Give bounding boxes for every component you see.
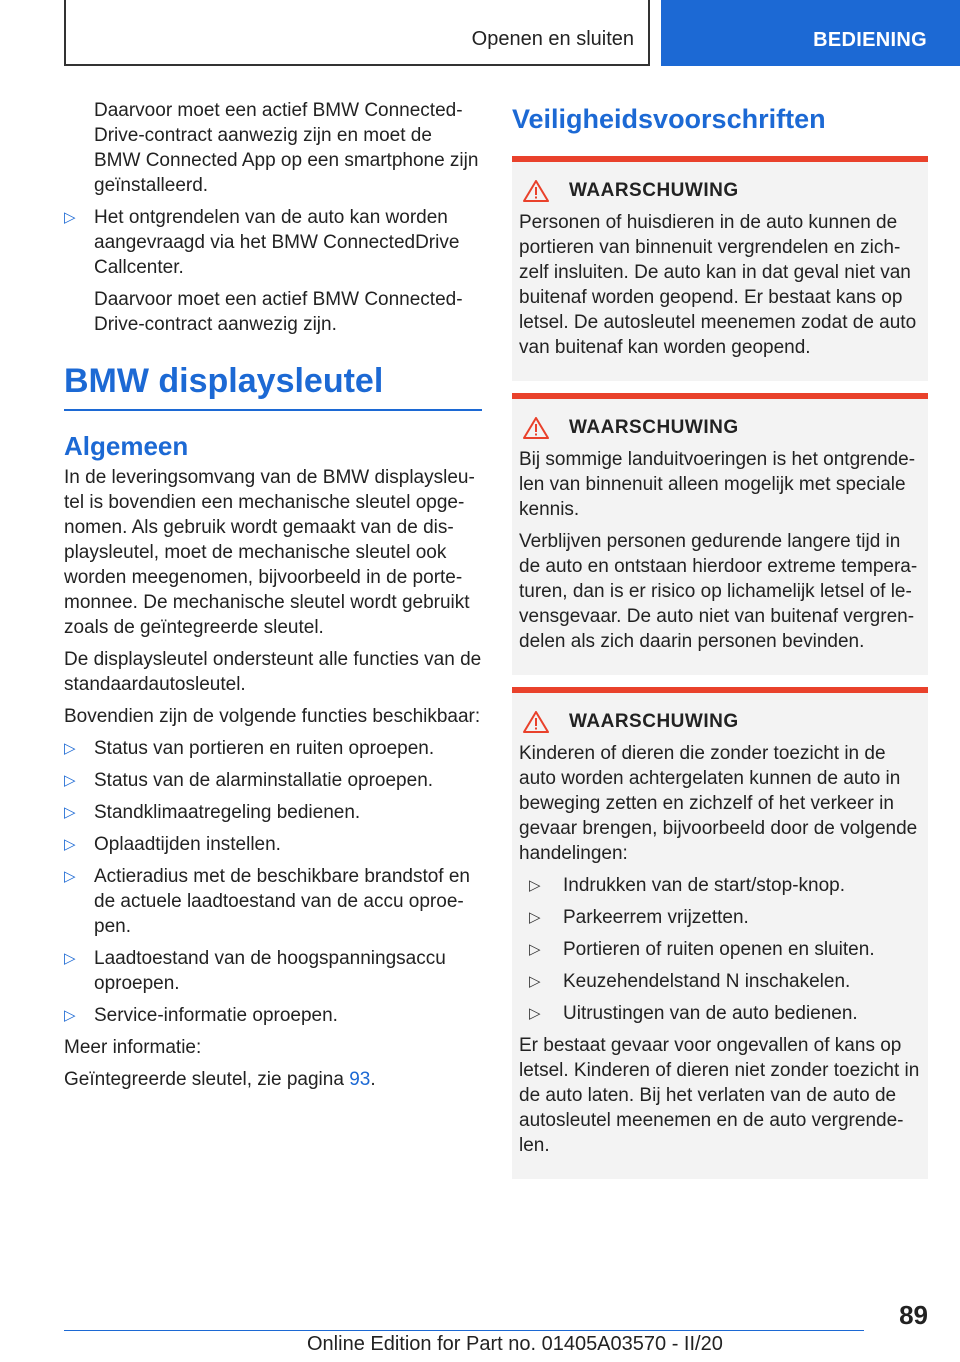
- triangle-bullet-icon: ▷: [64, 950, 76, 967]
- warning-title: WAARSCHUWING: [569, 711, 739, 732]
- footer-edition: Online Edition for Part no. 01405A03570 - II/20: [307, 1333, 723, 1355]
- list-item-text: Oplaadtijden instellen.: [94, 834, 281, 855]
- triangle-bullet-icon: ▷: [64, 209, 76, 226]
- list-item-text: Laadtoestand van de hoogspanningsaccu oproepen.: [94, 948, 446, 994]
- paragraph: Meer informatie:: [64, 1037, 202, 1058]
- list-item-text: Uitrustingen van de auto bedienen.: [563, 1003, 858, 1024]
- list-item-text: Portieren of ruiten openen en sluiten.: [563, 939, 875, 960]
- triangle-bullet-icon: ▷: [64, 1007, 76, 1024]
- list-item: [64, 1003, 482, 1028]
- footer-divider: [64, 1330, 864, 1331]
- warning-title: WAARSCHUWING: [569, 180, 739, 201]
- triangle-bullet-icon: ▷: [64, 740, 76, 757]
- warning-triangle-icon: [523, 180, 549, 202]
- warning-box: [512, 687, 928, 1179]
- list-item: [64, 800, 482, 825]
- warning-triangle-icon: [523, 711, 549, 733]
- page-reference-link[interactable]: 93: [349, 1069, 371, 1090]
- triangle-bullet-icon: ▷: [529, 1005, 541, 1022]
- warning-header: [519, 180, 920, 202]
- paragraph: Bovendien zijn de volgende functies beschikbaar:: [64, 706, 481, 727]
- triangle-bullet-icon: ▷: [529, 941, 541, 958]
- heading-algemeen: Algemeen: [64, 431, 189, 461]
- list-item-text: Keuzehendelstand N inschakelen.: [563, 971, 851, 992]
- triangle-bullet-icon: ▷: [64, 868, 76, 885]
- list-item-text: Het ontgrendelen van de auto kan worden aangevraagd via het BMW ConnectedDrive Callcenter.: [94, 207, 460, 278]
- list-item: [64, 768, 482, 793]
- triangle-bullet-icon: ▷: [64, 772, 76, 789]
- list-item: [529, 873, 920, 898]
- list-item: [64, 205, 482, 280]
- triangle-bullet-icon: ▷: [529, 973, 541, 990]
- paragraph-reference: Geïntegreerde sleutel, zie pagina 93.: [64, 1069, 376, 1090]
- triangle-bullet-icon: ▷: [529, 909, 541, 926]
- right-column: [512, 98, 928, 1191]
- list-item-text: Parkeerrem vrijzetten.: [563, 907, 749, 928]
- list-item: [529, 1001, 920, 1026]
- triangle-bullet-icon: ▷: [64, 804, 76, 821]
- list-item: [64, 832, 482, 857]
- list-item-text: Standklimaatregeling bedienen.: [94, 802, 361, 823]
- header-left-tab: [64, 0, 650, 66]
- warning-text: Verblijven personen gedurende langere tijd in de auto en ontstaan hierdoor extreme temperaturen, dan is er risico op lichamelijk letsel of levensgevaar. De auto niet van buitenaf vergrendelen als zich daarin personen bevinden.: [519, 531, 918, 652]
- warning-text: Kinderen of dieren die zonder toezicht in de auto worden achtergelaten kunnen de auto in beweging zetten en zichzelf of het verkeer in gevaar brengen, bijvoorbeeld door de volgende handelingen:: [519, 743, 918, 864]
- warning-text: Personen of huisdieren in de auto kunnen de portieren van binnenuit vergrendelen en zichzelf insluiten. De auto kan in dat geval niet van buitenaf worden geopend. Er bestaat kans op letsel. De autosleutel meenemen zodat de auto van buitenaf kan worden geopend.: [519, 212, 917, 358]
- chapter-title: Openen en sluiten: [471, 28, 634, 50]
- left-column: [64, 98, 482, 1099]
- paragraph: Daarvoor moet een actief BMW ConnectedDrive-contract aanwezig zijn.: [94, 289, 463, 335]
- paragraph: De displaysleutel ondersteunt alle functies van de standaardautosleutel.: [64, 649, 482, 695]
- triangle-bullet-icon: ▷: [529, 877, 541, 894]
- list-item-text: Actieradius met de beschikbare brandstof en de actuele laadtoestand van de accu oproepen.: [94, 866, 470, 937]
- list-item: [64, 736, 482, 761]
- paragraph: Daarvoor moet een actief BMW ConnectedDrive-contract aanwezig zijn en moet de BMW Connected App op een smartphone zijn geïnstalleerd.: [94, 100, 479, 196]
- warning-header: [519, 417, 920, 439]
- warning-text: Bij sommige landuitvoeringen is het ontgrendelen van binnenuit alleen mogelijk met speciale kennis.: [519, 449, 916, 520]
- warning-title: WAARSCHUWING: [569, 417, 739, 438]
- list-item: [529, 905, 920, 930]
- triangle-bullet-icon: ▷: [64, 836, 76, 853]
- page-number: 89: [899, 1300, 928, 1330]
- list-item: [64, 864, 482, 939]
- warning-text: Er bestaat gevaar voor ongevallen of kans op letsel. Kinderen of dieren niet zonder toezicht in de auto laten. Bij het verlaten van de auto de autosleutel meenemen en de auto vergrendelen.: [519, 1035, 920, 1156]
- heading-veiligheidsvoorschriften: Veiligheidsvoorschriften: [512, 104, 826, 134]
- list-item-text: Service-informatie oproepen.: [94, 1005, 338, 1026]
- list-item: [529, 969, 920, 994]
- list-item-text: Status van de alarminstallatie oproepen.: [94, 770, 434, 791]
- list-item-text: Status van portieren en ruiten oproepen.: [94, 738, 435, 759]
- warning-triangle-icon: [523, 417, 549, 439]
- warning-header: [519, 711, 920, 733]
- paragraph: In de leveringsomvang van de BMW displaysleutel is bovendien een mechanische sleutel opgenomen. Als gebruik wordt gemaakt van de displaysleutel, moet de mechanische sleutel ook worden meegenomen, bijvoorbeeld in de portemonnee. De mechanische sleutel wordt gebruikt zoals de geïntegreerde sleutel.: [64, 467, 475, 638]
- list-item-text: Indrukken van de start/stop-knop.: [563, 875, 845, 896]
- list-item: [64, 946, 482, 996]
- warning-box: [512, 156, 928, 381]
- section-title: BEDIENING: [813, 29, 927, 51]
- list-item: [529, 937, 920, 962]
- header-section-tab: [661, 0, 960, 66]
- warning-box: [512, 393, 928, 675]
- heading-displaysleutel: BMW displaysleutel: [64, 361, 482, 411]
